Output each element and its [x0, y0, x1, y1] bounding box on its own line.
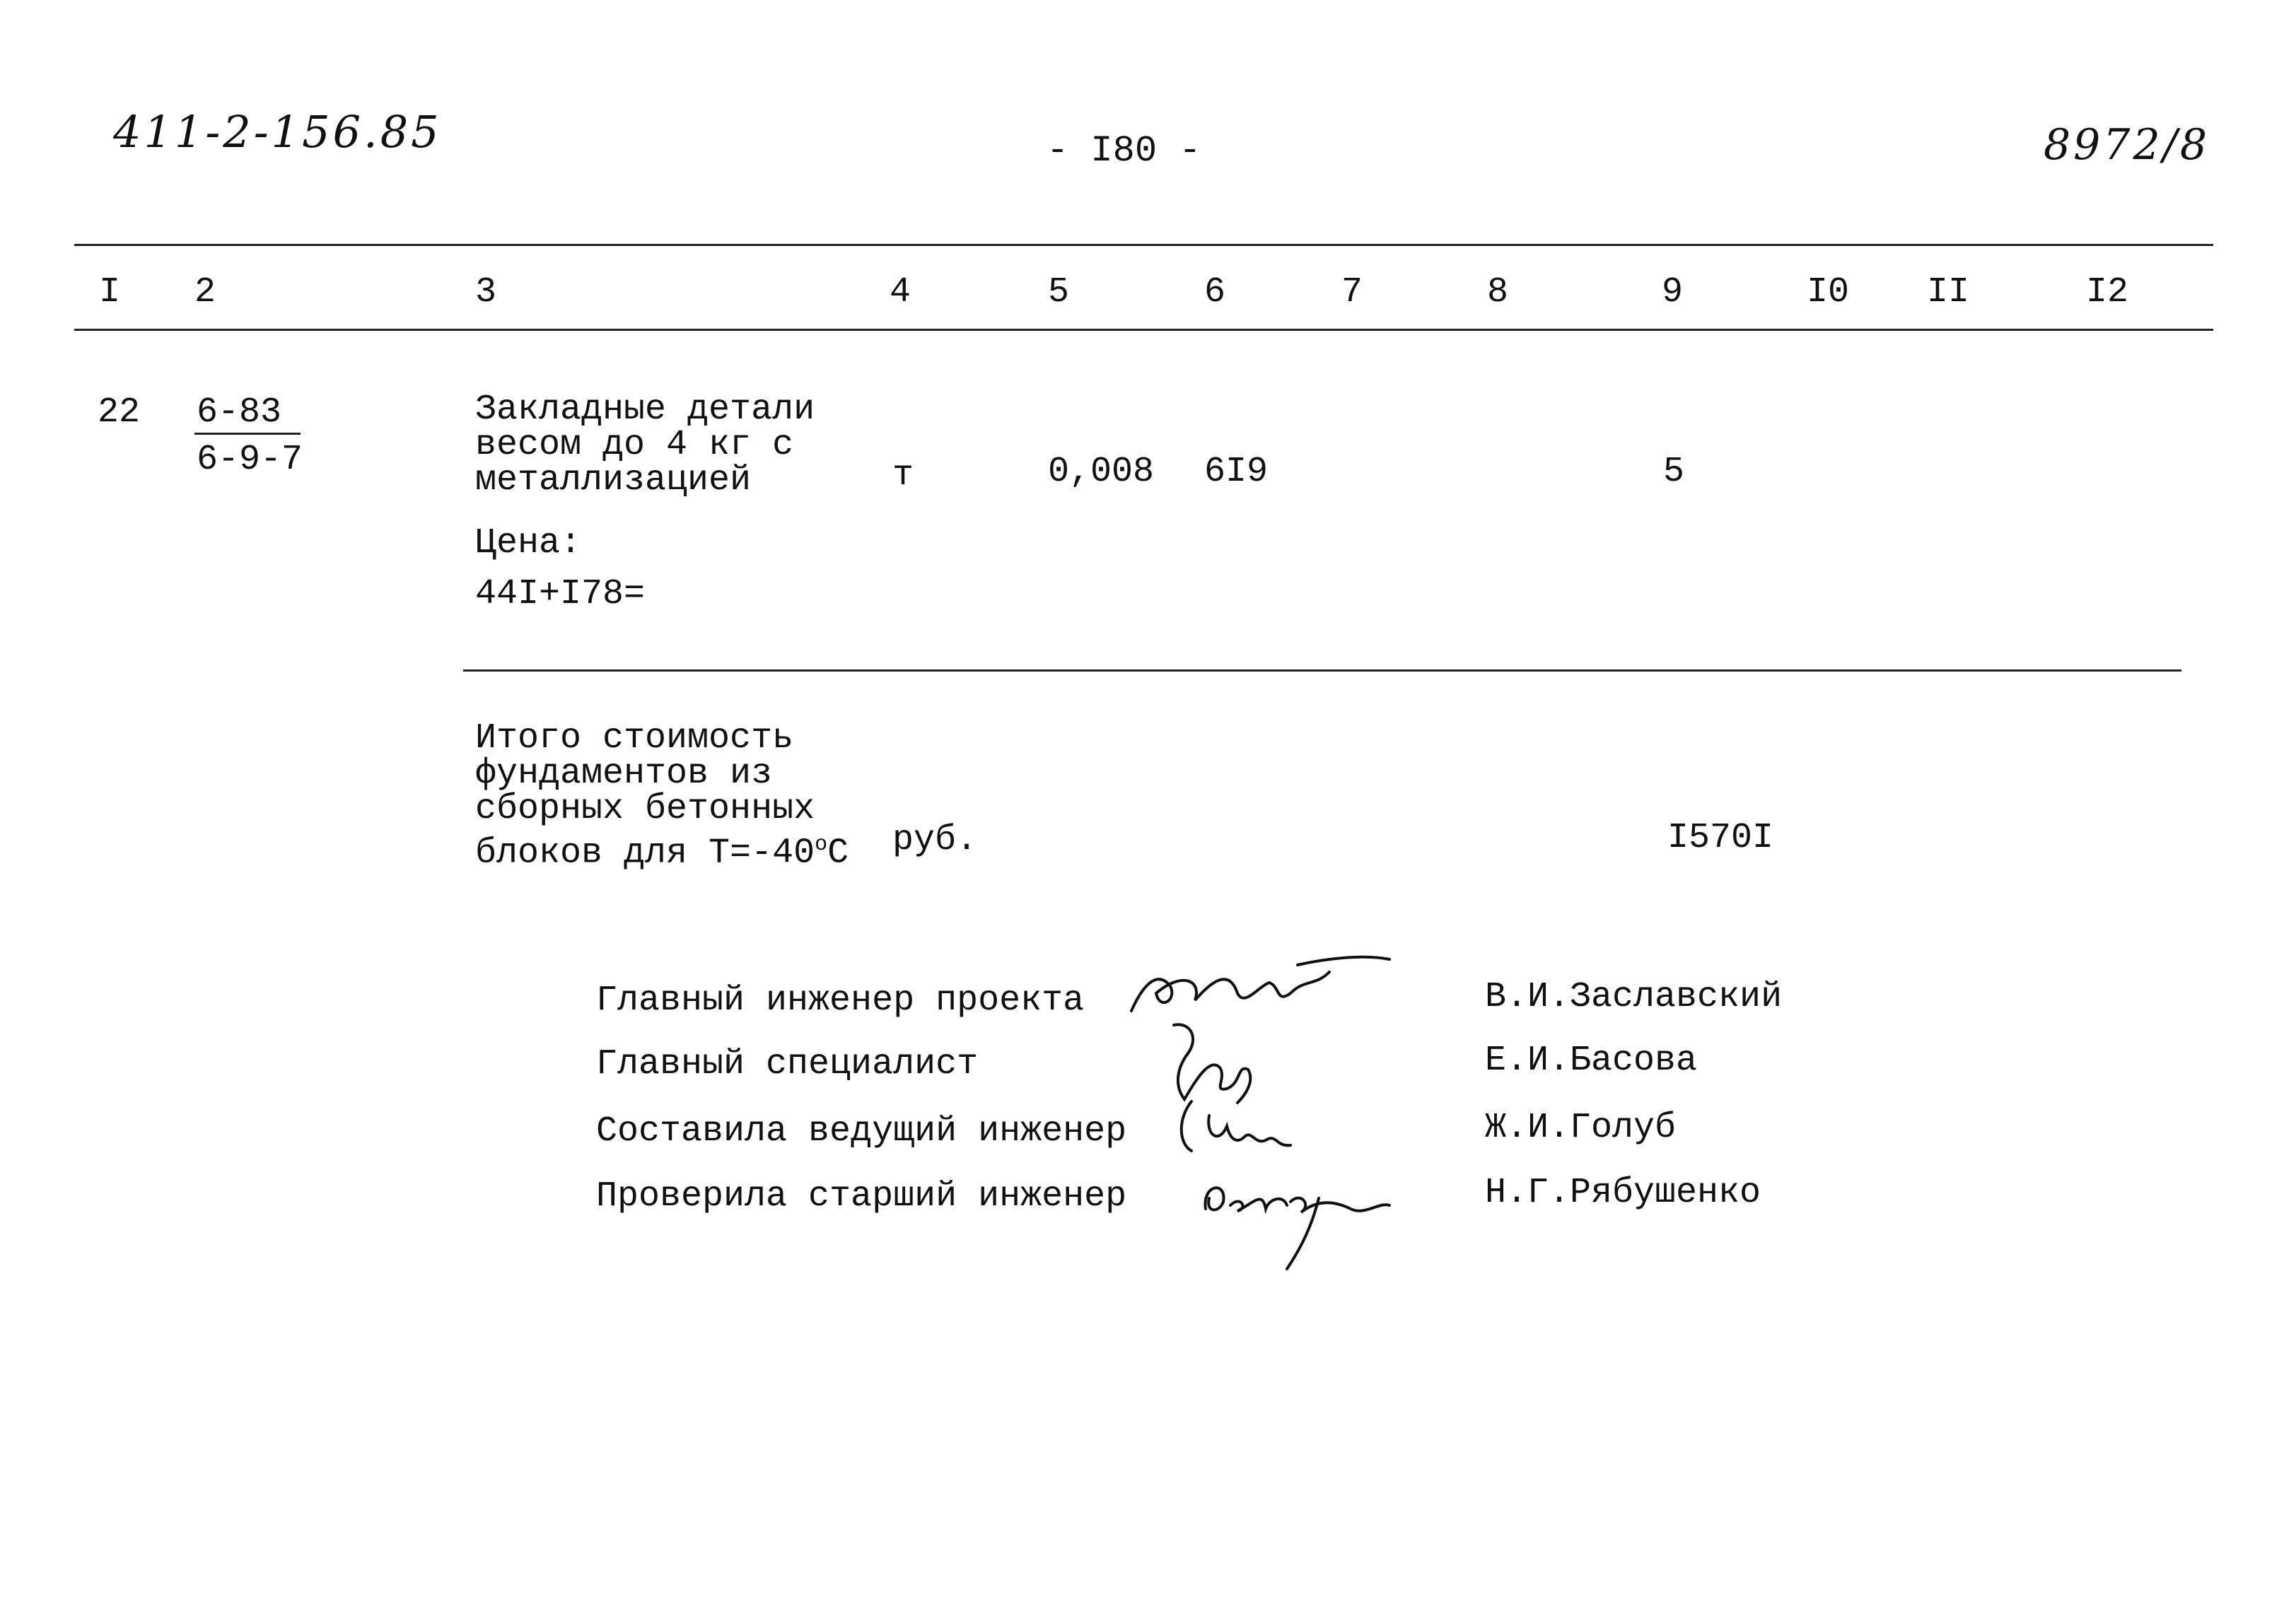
degree-unit: С — [827, 833, 849, 874]
total-label-line: фундаментов из — [475, 754, 773, 794]
document-code: 411-2-156.85 — [113, 106, 442, 158]
degree-sign: о — [815, 833, 828, 857]
column-6-value: 6I9 — [1204, 452, 1269, 492]
total-unit: руб. — [892, 820, 978, 860]
total-label-line — [475, 827, 849, 872]
total-label-line: Итого стоимость — [475, 718, 794, 759]
column-header: I2 — [2086, 272, 2129, 312]
quantity: 0,008 — [1048, 452, 1155, 492]
total-separator-rule — [463, 669, 2181, 672]
column-header: 9 — [1662, 272, 1684, 312]
item-name-line: весом до 4 кг с — [475, 425, 794, 465]
signature-handwriting-4 — [1195, 1170, 1407, 1272]
page-number: - I80 - — [1047, 130, 1201, 172]
total-label — [475, 718, 849, 874]
column-header: II — [1927, 272, 1970, 312]
row-number: 22 — [98, 392, 141, 433]
column-header: 2 — [194, 272, 216, 312]
item-name — [475, 392, 815, 498]
header-top-rule — [74, 244, 2213, 246]
total-value: I570I — [1667, 818, 1774, 858]
fraction-line — [194, 433, 301, 435]
signature-name: Е.И.Басова — [1485, 1041, 1698, 1081]
signature-role: Проверила старший инженер — [596, 1176, 1127, 1217]
total-label-line: сборных бетонных — [475, 789, 815, 829]
column-header: I0 — [1807, 272, 1850, 312]
column-header: 4 — [890, 272, 911, 312]
column-header: 6 — [1204, 272, 1226, 312]
item-name-line: металлизацией — [475, 460, 752, 500]
column-header: 7 — [1341, 272, 1363, 312]
signature-name: Ж.И.Голуб — [1485, 1108, 1677, 1148]
column-9-value: 5 — [1663, 452, 1685, 492]
signature-name: Н.Г.Рябушенко — [1485, 1173, 1761, 1213]
signature-role: Главный инженер проекта — [596, 980, 1085, 1021]
price-label: Цена: — [475, 523, 582, 563]
sheet-code: 8972/8 — [2044, 120, 2210, 170]
column-header: I — [99, 272, 121, 312]
signature-name: В.И.Заславский — [1485, 977, 1783, 1017]
signature-handwriting-3 — [1170, 1094, 1305, 1158]
unit: т — [892, 455, 914, 496]
code-denominator: 6-9-7 — [197, 440, 303, 480]
total-label-temp: блоков для Т=-40 — [475, 833, 815, 874]
header-bottom-rule — [74, 329, 2213, 331]
column-header: 3 — [475, 272, 497, 312]
signature-role: Составила ведущий инженер — [596, 1111, 1127, 1152]
column-header: 8 — [1487, 272, 1509, 312]
column-header: 5 — [1048, 272, 1070, 312]
signature-role: Главный специалист — [596, 1044, 979, 1084]
code-numerator: 6-83 — [197, 392, 282, 433]
item-name-line: Закладные детали — [475, 390, 815, 430]
price-formula: 44I+I78= — [475, 574, 646, 614]
